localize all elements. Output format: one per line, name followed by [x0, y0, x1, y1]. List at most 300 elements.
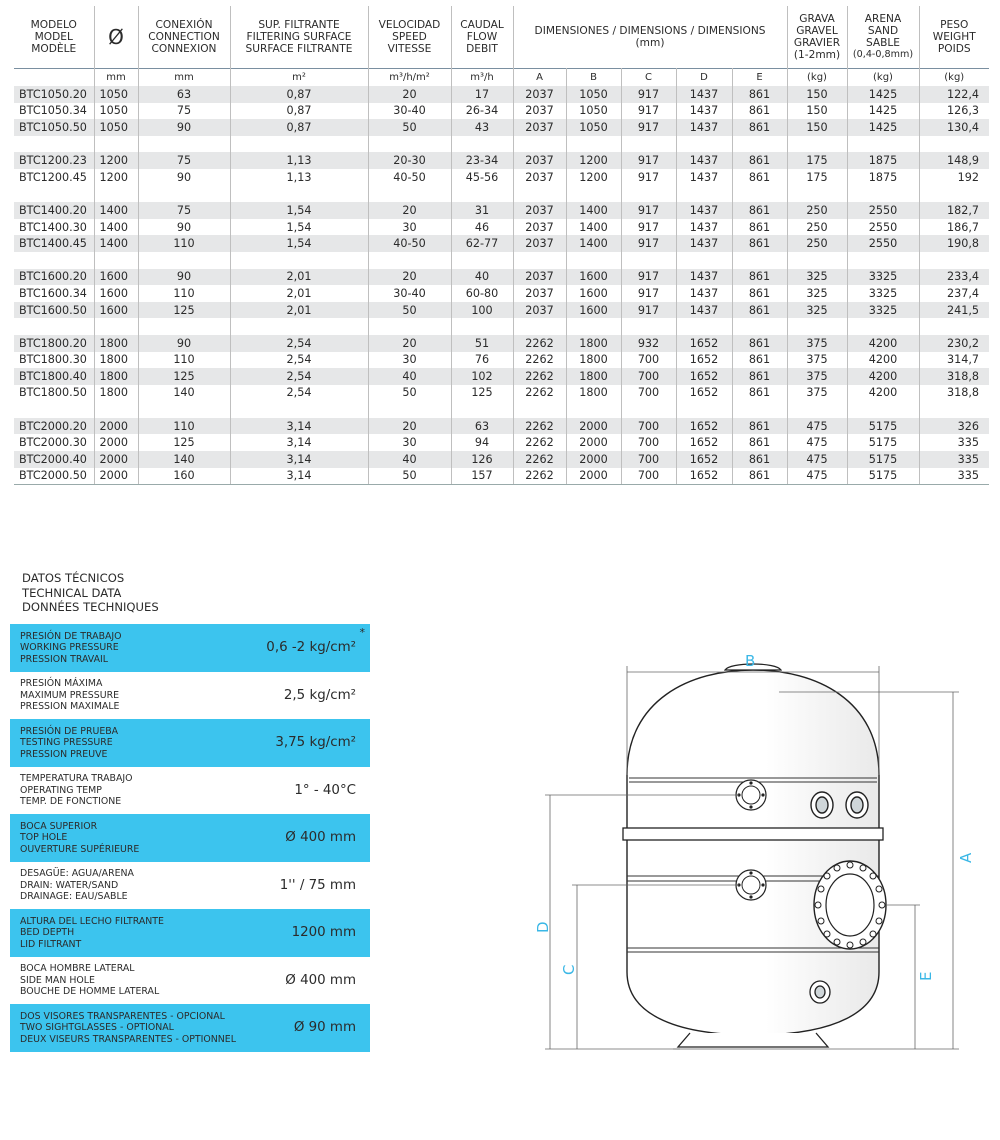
tech-value: Ø 90 mm [293, 1020, 356, 1036]
data-cell: 861 [732, 385, 787, 402]
filter-diagram [515, 640, 995, 1060]
spacer-cell [451, 318, 513, 335]
model-cell: BTC1800.50 [14, 385, 94, 402]
data-cell: 1437 [676, 119, 732, 136]
data-cell: 1437 [676, 285, 732, 302]
data-cell: 2037 [513, 119, 566, 136]
tech-value: 1° - 40°C [294, 782, 356, 798]
data-cell: 861 [732, 434, 787, 451]
data-cell: 2262 [513, 368, 566, 385]
header-text: FLOW [466, 31, 498, 43]
spacer-cell [368, 136, 451, 153]
data-cell: 861 [732, 86, 787, 103]
data-cell: 1437 [676, 169, 732, 186]
data-cell: 3,14 [230, 418, 368, 435]
spacer-cell [94, 186, 138, 203]
data-cell: 1652 [676, 451, 732, 468]
data-cell: 700 [621, 385, 676, 402]
data-cell: 1050 [94, 86, 138, 103]
spacer-cell [566, 136, 621, 153]
data-cell: 1600 [94, 285, 138, 302]
table-row [14, 434, 989, 451]
mid-flange [623, 828, 883, 840]
tech-value: 3,75 kg/cm² [275, 735, 356, 751]
data-cell: 861 [732, 269, 787, 286]
tech-value: Ø 400 mm [285, 830, 356, 846]
spacer-cell [676, 186, 732, 203]
spacer-cell [14, 252, 94, 269]
spacer-cell [451, 186, 513, 203]
data-cell: 2037 [513, 152, 566, 169]
data-cell: 75 [138, 152, 230, 169]
drain-icon [810, 981, 830, 1003]
spacer-cell [513, 318, 566, 335]
header-flow [451, 6, 513, 69]
data-cell: 175 [787, 169, 847, 186]
table-row [14, 368, 989, 385]
data-cell: 90 [138, 335, 230, 352]
tech-label: TEMPERATURA TRABAJO [20, 773, 133, 784]
data-cell: 3,14 [230, 468, 368, 485]
data-cell: 2000 [94, 418, 138, 435]
unit-cell: m² [230, 69, 368, 87]
data-cell: 917 [621, 86, 676, 103]
data-cell: 917 [621, 152, 676, 169]
tech-value: 0,6 -2 kg/cm² [266, 640, 356, 656]
data-cell: 475 [787, 418, 847, 435]
data-cell: 2,54 [230, 335, 368, 352]
data-cell: 1800 [94, 368, 138, 385]
header-text: CAUDAL [460, 19, 504, 31]
data-cell: 1652 [676, 352, 732, 369]
data-cell: 1400 [566, 219, 621, 236]
tech-label: BED DEPTH [20, 927, 75, 938]
header-text: (1-2mm) [793, 49, 841, 61]
data-cell: 318,8 [919, 368, 989, 385]
data-cell: 4200 [847, 352, 919, 369]
data-cell: 46 [451, 219, 513, 236]
table-row [14, 285, 989, 302]
spacer-cell [787, 318, 847, 335]
data-cell: 190,8 [919, 235, 989, 252]
header-text: FILTERING SURFACE [246, 31, 352, 43]
data-cell: 1800 [566, 335, 621, 352]
spacer-cell [566, 318, 621, 335]
header-surface [230, 6, 368, 69]
data-cell: 2,01 [230, 302, 368, 319]
spacer-cell [621, 186, 676, 203]
data-cell: 700 [621, 368, 676, 385]
data-cell: 2,54 [230, 385, 368, 402]
dim-label-b: B [745, 652, 756, 670]
unit-cell: m³/h/m² [368, 69, 451, 87]
spacer-cell [513, 401, 566, 418]
spec-body [14, 69, 989, 485]
header-text: PESO [940, 19, 969, 31]
data-cell: 1,54 [230, 219, 368, 236]
data-cell: 1437 [676, 219, 732, 236]
spacer-cell [513, 136, 566, 153]
data-cell: 1437 [676, 86, 732, 103]
spacer-cell [847, 318, 919, 335]
spacer-cell [919, 401, 989, 418]
tech-label: OPERATING TEMP [20, 784, 102, 796]
data-cell: 861 [732, 103, 787, 120]
spacer-cell [368, 252, 451, 269]
data-cell: 237,4 [946, 286, 979, 300]
tech-label: DRAIN: WATER/SAND [20, 879, 119, 891]
data-cell: 861 [732, 169, 787, 186]
data-cell: 2,54 [230, 352, 368, 369]
spacer-cell [732, 252, 787, 269]
data-cell: 1,54 [230, 202, 368, 219]
data-cell: 30 [368, 219, 451, 236]
data-cell: 1,13 [230, 152, 368, 169]
data-cell: 325 [787, 285, 847, 302]
data-cell: 1050 [94, 119, 138, 136]
data-cell: 861 [732, 302, 787, 319]
data-cell: 186,7 [946, 220, 979, 234]
spec-table [14, 6, 989, 485]
header-text: VITESSE [387, 43, 432, 55]
data-cell: 3325 [847, 285, 919, 302]
data-cell: 917 [621, 219, 676, 236]
tech-row [10, 1004, 370, 1052]
tech-row-labels [20, 726, 118, 761]
spacer-cell [230, 186, 368, 203]
table-row [14, 418, 989, 435]
data-cell: 2037 [513, 169, 566, 186]
data-cell: 250 [787, 219, 847, 236]
data-cell: 140 [138, 385, 230, 402]
spacer-cell [621, 252, 676, 269]
spacer-cell [621, 136, 676, 153]
data-cell: 700 [621, 434, 676, 451]
data-cell: 700 [621, 418, 676, 435]
spacer-cell [368, 401, 451, 418]
dim-label-c: C [560, 964, 578, 975]
data-cell: 90 [138, 169, 230, 186]
data-cell: 2037 [513, 202, 566, 219]
data-cell: 2,54 [230, 368, 368, 385]
tech-label: TESTING PRESSURE [20, 737, 113, 748]
dim-label-e: E [917, 971, 935, 981]
data-cell: 23-34 [451, 152, 513, 169]
spacer-cell [621, 401, 676, 418]
tech-heading-es: DATOS TÉCNICOS [22, 571, 125, 585]
footnote-marker: * [359, 626, 365, 639]
data-cell: 1600 [566, 302, 621, 319]
data-cell: 3,14 [230, 434, 368, 451]
data-cell: 475 [787, 434, 847, 451]
model-cell: BTC1800.40 [14, 368, 94, 385]
data-cell: 110 [138, 285, 230, 302]
data-cell: 1652 [676, 368, 732, 385]
spacer-cell [138, 401, 230, 418]
data-cell: 2,01 [230, 269, 368, 286]
data-cell: 5175 [847, 418, 919, 435]
data-cell: 861 [732, 468, 787, 485]
model-cell: BTC1400.20 [14, 202, 94, 219]
data-cell: 40 [368, 451, 451, 468]
unit-cell: C [621, 69, 676, 87]
model-cell: BTC1800.30 [14, 352, 94, 369]
tech-label: WORKING PRESSURE [20, 642, 119, 653]
table-row [14, 169, 989, 186]
data-cell: 30 [368, 352, 451, 369]
table-row [14, 202, 989, 219]
tech-row [10, 862, 370, 910]
tech-heading-fr: DONNÉES TECHNIQUES [22, 600, 159, 614]
data-cell: 2262 [513, 434, 566, 451]
data-cell: 2000 [566, 468, 621, 485]
data-cell: 917 [621, 202, 676, 219]
spacer-cell [566, 252, 621, 269]
table-row [14, 451, 989, 468]
data-cell: 861 [732, 202, 787, 219]
model-cell: BTC2000.30 [14, 434, 94, 451]
spacer-cell [787, 401, 847, 418]
model-cell: BTC2000.50 [14, 468, 94, 485]
tech-row [10, 909, 370, 957]
tech-label: BOCA SUPERIOR [20, 820, 98, 832]
data-cell: 90 [138, 269, 230, 286]
spacer-cell [230, 252, 368, 269]
tech-label: DRAINAGE: EAU/SABLE [20, 891, 128, 902]
data-cell: 861 [732, 352, 787, 369]
spacer-cell [368, 186, 451, 203]
data-cell: 30 [368, 434, 451, 451]
data-cell: 110 [138, 418, 230, 435]
header-text: SUP. FILTRANTE [258, 19, 340, 31]
tech-label: PRESSION TRAVAIL [20, 653, 109, 665]
data-cell: 700 [621, 352, 676, 369]
data-cell: 233,4 [919, 269, 989, 286]
header-sand [847, 6, 919, 69]
spacer-cell [787, 186, 847, 203]
data-cell: 30-40 [368, 103, 451, 120]
tech-label: PRESIÓN DE TRABAJO [20, 630, 122, 642]
tech-label: PRESIÓN MÁXIMA [20, 678, 103, 689]
data-cell: 148,9 [919, 152, 989, 169]
data-cell: 2037 [513, 285, 566, 302]
header-dimensions [513, 6, 787, 69]
tech-label: PRESIÓN DE PRUEBA [20, 725, 119, 737]
tech-value: 1'' / 75 mm [279, 877, 356, 893]
data-cell: 1600 [94, 269, 138, 286]
data-cell: 1800 [94, 335, 138, 352]
spacer-cell [847, 252, 919, 269]
side-manhole-icon [814, 861, 886, 949]
data-cell: 3,14 [230, 451, 368, 468]
header-text: GRAVA [799, 13, 835, 25]
data-cell: 0,87 [230, 103, 368, 120]
header-text: MODEL [34, 31, 73, 43]
tech-row-labels [20, 963, 159, 998]
data-cell: 325 [787, 302, 847, 319]
data-cell: 1425 [847, 103, 919, 120]
spacer-cell [919, 186, 989, 203]
unit-cell: D [676, 69, 732, 87]
data-cell: 1600 [566, 269, 621, 286]
units-row [14, 69, 989, 87]
spacer-cell [919, 318, 989, 335]
data-cell: 20 [368, 202, 451, 219]
data-cell: 2037 [513, 86, 566, 103]
spacer-cell [513, 252, 566, 269]
data-cell: 40-50 [368, 235, 451, 252]
data-cell: 241,5 [919, 302, 989, 319]
data-cell: 182,7 [919, 202, 989, 219]
group-spacer [14, 401, 989, 418]
tech-row-labels [20, 678, 119, 713]
data-cell: 1200 [94, 169, 138, 186]
unit-cell: A [513, 69, 566, 87]
spacer-cell [94, 136, 138, 153]
data-cell: 230,2 [919, 335, 989, 352]
header-text: SPEED [392, 31, 427, 43]
data-cell: 917 [621, 119, 676, 136]
header-gravel [787, 6, 847, 69]
data-cell: 1200 [566, 169, 621, 186]
data-cell: 1652 [676, 468, 732, 485]
spacer-cell [14, 318, 94, 335]
table-row [14, 119, 989, 136]
header-text: MODELO [30, 19, 77, 31]
data-cell: 1050 [566, 86, 621, 103]
header-text: DEBIT [466, 43, 498, 55]
header-text: CONEXIÓN [155, 19, 213, 31]
data-cell: 63 [138, 86, 230, 103]
spacer-cell [451, 136, 513, 153]
data-cell: 700 [621, 468, 676, 485]
spacer-cell [621, 318, 676, 335]
data-cell: 335 [919, 468, 989, 485]
tech-label: PRESSION PREUVE [20, 748, 108, 760]
data-cell: 250 [787, 235, 847, 252]
table-row [14, 235, 989, 252]
table-row [14, 219, 989, 236]
model-cell: BTC1200.23 [14, 152, 94, 169]
table-row [14, 86, 989, 103]
tech-heading-en: TECHNICAL DATA [22, 585, 122, 600]
spacer-cell [919, 136, 989, 153]
data-cell: 50 [368, 119, 451, 136]
header-text: SURFACE FILTRANTE [245, 43, 353, 55]
data-cell: 375 [787, 385, 847, 402]
data-cell: 2262 [513, 352, 566, 369]
lower-port-icon [736, 870, 766, 900]
unit-cell: (kg) [847, 69, 919, 87]
group-spacer [14, 186, 989, 203]
data-cell: 861 [732, 285, 787, 302]
data-cell: 20 [368, 418, 451, 435]
data-cell: 125 [138, 302, 230, 319]
data-cell: 1050 [566, 119, 621, 136]
spacer-cell [451, 401, 513, 418]
header-text: ARENA [864, 13, 902, 25]
tech-label: ALTURA DEL LECHO FILTRANTE [20, 915, 164, 927]
data-cell: 51 [451, 335, 513, 352]
header-text: SABLE [865, 37, 901, 49]
data-cell: 1400 [94, 235, 138, 252]
spacer-cell [94, 318, 138, 335]
data-cell: 2262 [513, 468, 566, 485]
data-cell: 126,3 [946, 104, 979, 118]
data-cell: 175 [787, 152, 847, 169]
model-cell: BTC1600.50 [14, 302, 94, 319]
data-cell: 31 [451, 202, 513, 219]
data-cell: 60-80 [451, 285, 513, 302]
data-cell: 50 [368, 302, 451, 319]
data-cell: 157 [451, 468, 513, 485]
header-weight [919, 6, 989, 69]
table-row [14, 103, 989, 120]
spacer-cell [451, 252, 513, 269]
data-cell: 2262 [513, 451, 566, 468]
data-cell: 932 [621, 335, 676, 352]
data-cell: 861 [732, 119, 787, 136]
spacer-cell [676, 318, 732, 335]
data-cell: 2037 [513, 103, 566, 120]
tech-row-labels [20, 916, 164, 951]
data-cell: 130,4 [919, 119, 989, 136]
dim-label-a: A [957, 852, 975, 863]
data-cell: 5175 [847, 468, 919, 485]
data-cell: 375 [787, 352, 847, 369]
data-cell: 20 [368, 335, 451, 352]
model-cell: BTC1050.34 [14, 103, 94, 120]
spacer-cell [138, 252, 230, 269]
unit-cell: m³/h [451, 69, 513, 87]
model-cell: BTC2000.40 [14, 451, 94, 468]
tech-heading [22, 571, 159, 615]
tech-label: DEUX VISEURS TRANSPARENTES - OPTIONNEL [20, 1033, 236, 1045]
tech-row [10, 814, 370, 862]
data-cell: 326 [919, 418, 989, 435]
data-cell: 861 [732, 418, 787, 435]
data-cell: 160 [138, 468, 230, 485]
tech-row-labels [20, 1011, 236, 1046]
data-cell: 2000 [94, 434, 138, 451]
data-cell: 1425 [847, 119, 919, 136]
data-cell: 861 [732, 235, 787, 252]
data-cell: 1437 [676, 103, 732, 120]
data-cell: 1800 [566, 352, 621, 369]
data-cell: 1875 [847, 169, 919, 186]
spacer-cell [732, 318, 787, 335]
spacer-cell [566, 401, 621, 418]
header-model [14, 6, 94, 69]
data-cell: 917 [621, 169, 676, 186]
tech-label: DESAGÜE: AGUA/ARENA [20, 868, 134, 879]
spacer-cell [138, 136, 230, 153]
data-cell: 5175 [847, 451, 919, 468]
header-text: CONNECTION [148, 31, 220, 43]
table-row [14, 335, 989, 352]
spacer-cell [847, 186, 919, 203]
data-cell: 1437 [676, 152, 732, 169]
data-cell: 475 [787, 468, 847, 485]
data-cell: 1600 [566, 285, 621, 302]
data-cell: 110 [138, 235, 230, 252]
group-spacer [14, 252, 989, 269]
data-cell: 140 [138, 451, 230, 468]
tech-value: 1200 mm [291, 925, 356, 941]
data-cell: 1800 [566, 368, 621, 385]
data-cell: 2000 [566, 451, 621, 468]
data-cell: 62-77 [451, 235, 513, 252]
